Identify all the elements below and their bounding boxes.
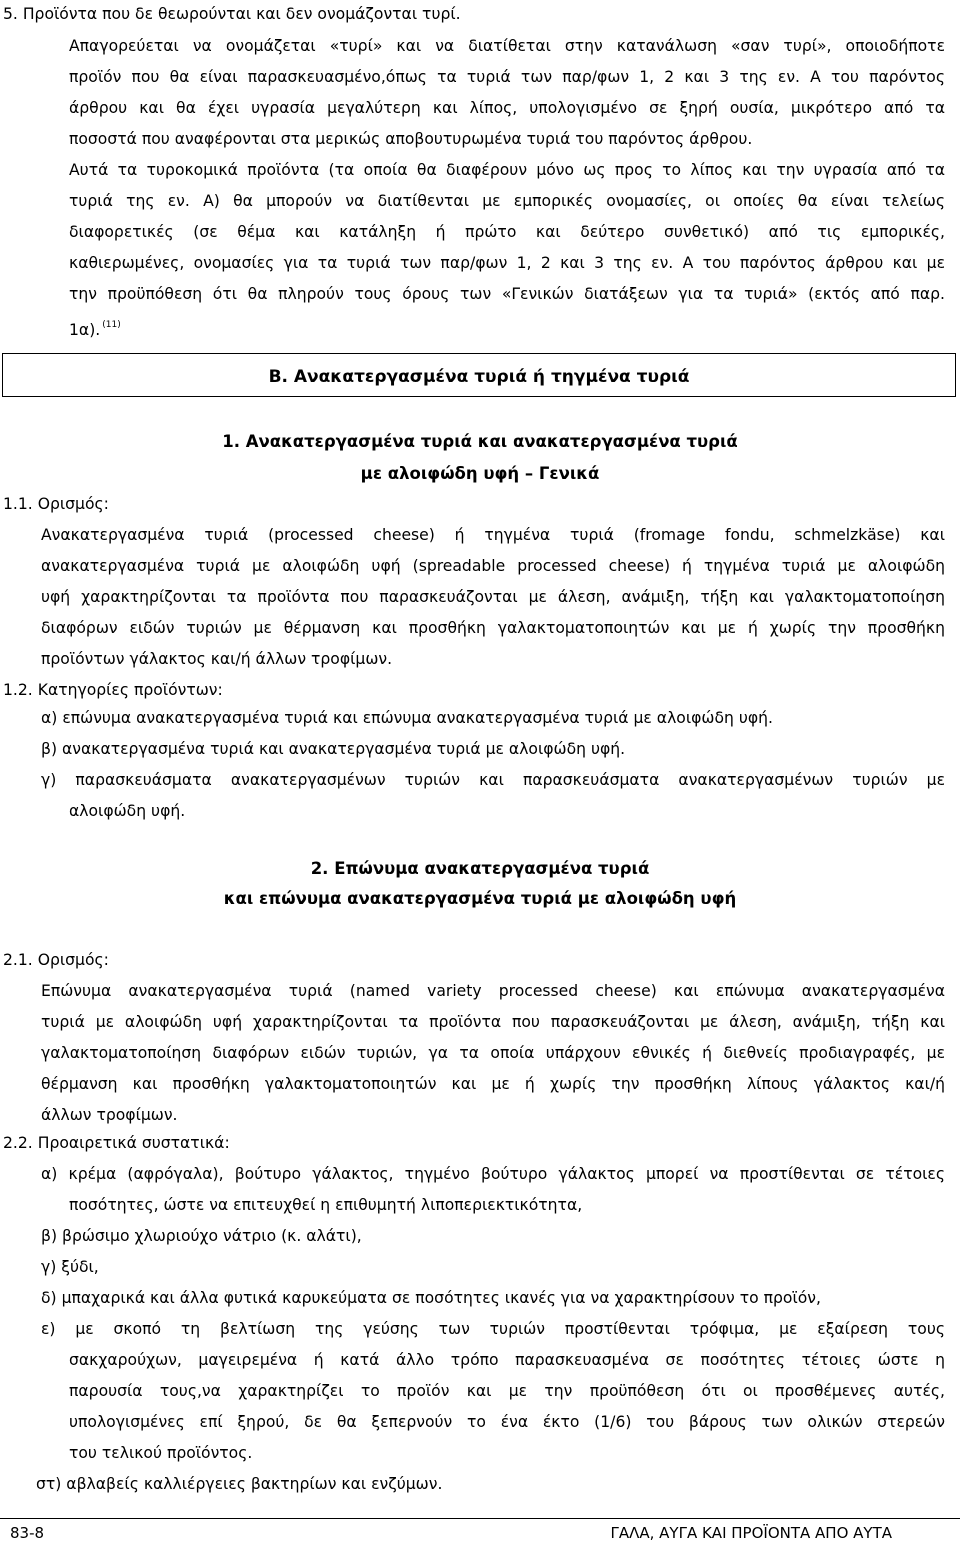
- ingredient-item-a-continued: ποσότητες, ώστε να επιτευχθεί η επιθυμητή λιποπεριεκτικότητα,: [69, 1196, 583, 1214]
- definition-line: προϊόντων γάλακτος και/ή άλλων τροφίμων.: [41, 650, 393, 668]
- definition-line: διαφόρων ειδών τυριών με θέρμανση και προσθήκη γαλακτοματοποιητών και με ή χωρίς την προσθήκη: [41, 619, 945, 637]
- definition-line: θέρμανση και προσθήκη γαλακτοματοποιητών και με ή χωρίς την προσθήκη λίπους γάλακτος και/ή: [41, 1075, 945, 1093]
- paragraph-line: ποσοστά που αναφέρονται στα μερικώς αποβουτυρωμένα τυριά του παρόντος άρθρου.: [69, 130, 753, 148]
- category-item-c-continued: αλοιφώδη υφή.: [69, 802, 186, 820]
- ingredient-item-e-continued: παρουσία τους,να χαρακτηρίζει το προϊόν και με την προϋπόθεση ότι οι προσθέμενες αυτές,: [69, 1382, 945, 1400]
- paragraph-line: την προϋπόθεση ότι θα πληρούν τους όρους των «Γενικών διατάξεων για τα τυριά» (εκτός από παρ.: [69, 285, 945, 303]
- definition-line: άλλων τροφίμων.: [41, 1106, 178, 1124]
- paragraph-line: προϊόν που θα είναι παρασκευασμένο,όπως τα τυριά των παρ/φων 1, 2 και 3 της εν. Α του παρόντος: [69, 68, 945, 86]
- footer-running-title: ΓΑΛΑ, ΑΥΓΑ ΚΑΙ ΠΡΟΪΟΝΤΑ ΑΠΟ ΑΥΤΑ: [610, 1524, 892, 1542]
- categories-label: 1.2. Κατηγορίες προϊόντων:: [3, 681, 223, 699]
- definition-line: Επώνυμα ανακατεργασμένα τυριά (named variety processed cheese) και επώνυμα ανακατεργασμένα: [41, 982, 945, 1000]
- subsection-1-title-line1: 1. Ανακατεργασμένα τυριά και ανακατεργασμένα τυριά: [222, 432, 738, 451]
- footnote-reference: (11): [102, 320, 121, 330]
- ingredient-item-st: στ) αβλαβείς καλλιέργειες βακτηρίων και ενζύμων.: [36, 1475, 443, 1493]
- category-item-c: γ) παρασκευάσματα ανακατεργασμένων τυριών και παρασκευάσματα ανακατεργασμένων τυριών με: [41, 771, 945, 789]
- paragraph-line: καθιερωμένες, ονομασίες για τα τυριά των παρ/φων 1, 2 και 3 της εν. Α του παρόντος άρθρου και με: [69, 254, 945, 272]
- ingredient-item-e: ε) με σκοπό τη βελτίωση της γεύσης των τυριών προστίθενται τρόφιμα, με εξαίρεση τους: [41, 1320, 945, 1338]
- paragraph-line-last: [69, 314, 121, 341]
- definition-line: ανακατεργασμένα τυριά με αλοιφώδη υφή (spreadable processed cheese) ή τηγμένα τυριά με αλοιφώδη: [41, 557, 945, 575]
- paragraph-line: άρθρου και θα έχει υγρασία μεγαλύτερη και λίπος, υπολογισμένο σε ξηρή ουσία, μικρότερο από τα: [69, 99, 945, 117]
- definition-line: υφή χαρακτηρίζονται τα προϊόντα που παρασκευάζονται με άλεση, ανάμιξη, τήξη και γαλακτοματοποίηση: [41, 588, 945, 606]
- ingredient-item-e-continued: σακχαρούχων, μαγειρεμένα ή κατά άλλο τρόπο παρασκευασμένα σε ποσότητες τέτοιες ώστε η: [69, 1351, 945, 1369]
- definition-label: 1.1. Ορισμός:: [3, 495, 109, 513]
- paragraph-line: Απαγορεύεται να ονομάζεται «τυρί» και να διατίθεται στην κατανάλωση «σαν τυρί», οποιοδήποτε: [69, 37, 945, 55]
- subsection-2-title-line2: και επώνυμα ανακατεργασμένα τυριά με αλοιφώδη υφή: [223, 889, 737, 908]
- section-5-heading: 5. Προϊόντα που δε θεωρούνται και δεν ονομάζονται τυρί.: [3, 5, 461, 23]
- definition-line: τυριά με αλοιφώδη υφή χαρακτηρίζονται τα προϊόντα που παρασκευάζονται με άλεση, ανάμιξη, τήξη και: [41, 1013, 945, 1031]
- paragraph-line: διαφορετικές (σε θέμα και κατάληξη ή πρώτο και δεύτερο συνθετικό) από τις εμπορικές,: [69, 223, 945, 241]
- subsection-2-title-line1: 2. Επώνυμα ανακατεργασμένα τυριά: [310, 859, 650, 878]
- definition-line: Ανακατεργασμένα τυριά (processed cheese) ή τηγμένα τυριά (fromage fondu, schmelzkäse) και: [41, 526, 945, 544]
- ingredient-item-e-continued: του τελικού προϊόντος.: [69, 1444, 253, 1462]
- subsection-1-title-line2: με αλοιφώδη υφή – Γενικά: [360, 464, 600, 483]
- section-b-title: Β. Ανακατεργασμένα τυριά ή τηγμένα τυριά: [268, 367, 690, 387]
- optional-ingredients-label: 2.2. Προαιρετικά συστατικά:: [3, 1134, 230, 1152]
- ingredient-item-b: β) βρώσιμο χλωριούχο νάτριο (κ. αλάτι),: [41, 1227, 362, 1245]
- ingredient-item-d: δ) μπαχαρικά και άλλα φυτικά καρυκεύματα σε ποσότητες ικανές για να χαρακτηρίσουν το προϊόν,: [41, 1289, 821, 1307]
- footer-page-number: 83-8: [10, 1524, 45, 1542]
- definition-line: γαλακτοματοποίηση διαφόρων ειδών τυριών, γα τα οποία υπάρχουν εθνικές ή διεθνείς προδιαγραφές, με: [41, 1044, 945, 1062]
- paragraph-line: τυριά της εν. Α) θα μπορούν να διατίθενται με εμπορικές ονομασίες, οι οποίες θα είναι τελείως: [69, 192, 945, 210]
- ingredient-item-e-continued: υπολογισμένες επί ξηρού, δε θα ξεπερνούν το ένα έκτο (1/6) του βάρους των ολικών στερεών: [69, 1413, 945, 1431]
- paragraph-line: Αυτά τα τυροκομικά προϊόντα (τα οποία θα διαφέρουν μόνο ως προς το λίπος και την υγρασία από τα: [69, 161, 945, 179]
- ingredient-item-c: γ) ξύδι,: [41, 1258, 99, 1276]
- footer-rule: [0, 1518, 960, 1519]
- ingredient-item-a: α) κρέμα (αφρόγαλα), βούτυρο γάλακτος, τηγμένο βούτυρο γάλακτος μπορεί να προστίθενται σε τέτοιες: [41, 1165, 945, 1183]
- definition-label: 2.1. Ορισμός:: [3, 951, 109, 969]
- category-item-a: α) επώνυμα ανακατεργασμένα τυριά και επώνυμα ανακατεργασμένα τυριά με αλοιφώδη υφή.: [41, 709, 773, 727]
- category-item-b: β) ανακατεργασμένα τυριά και ανακατεργασμένα τυριά με αλοιφώδη υφή.: [41, 740, 626, 758]
- paragraph-text: 1α).: [69, 321, 101, 339]
